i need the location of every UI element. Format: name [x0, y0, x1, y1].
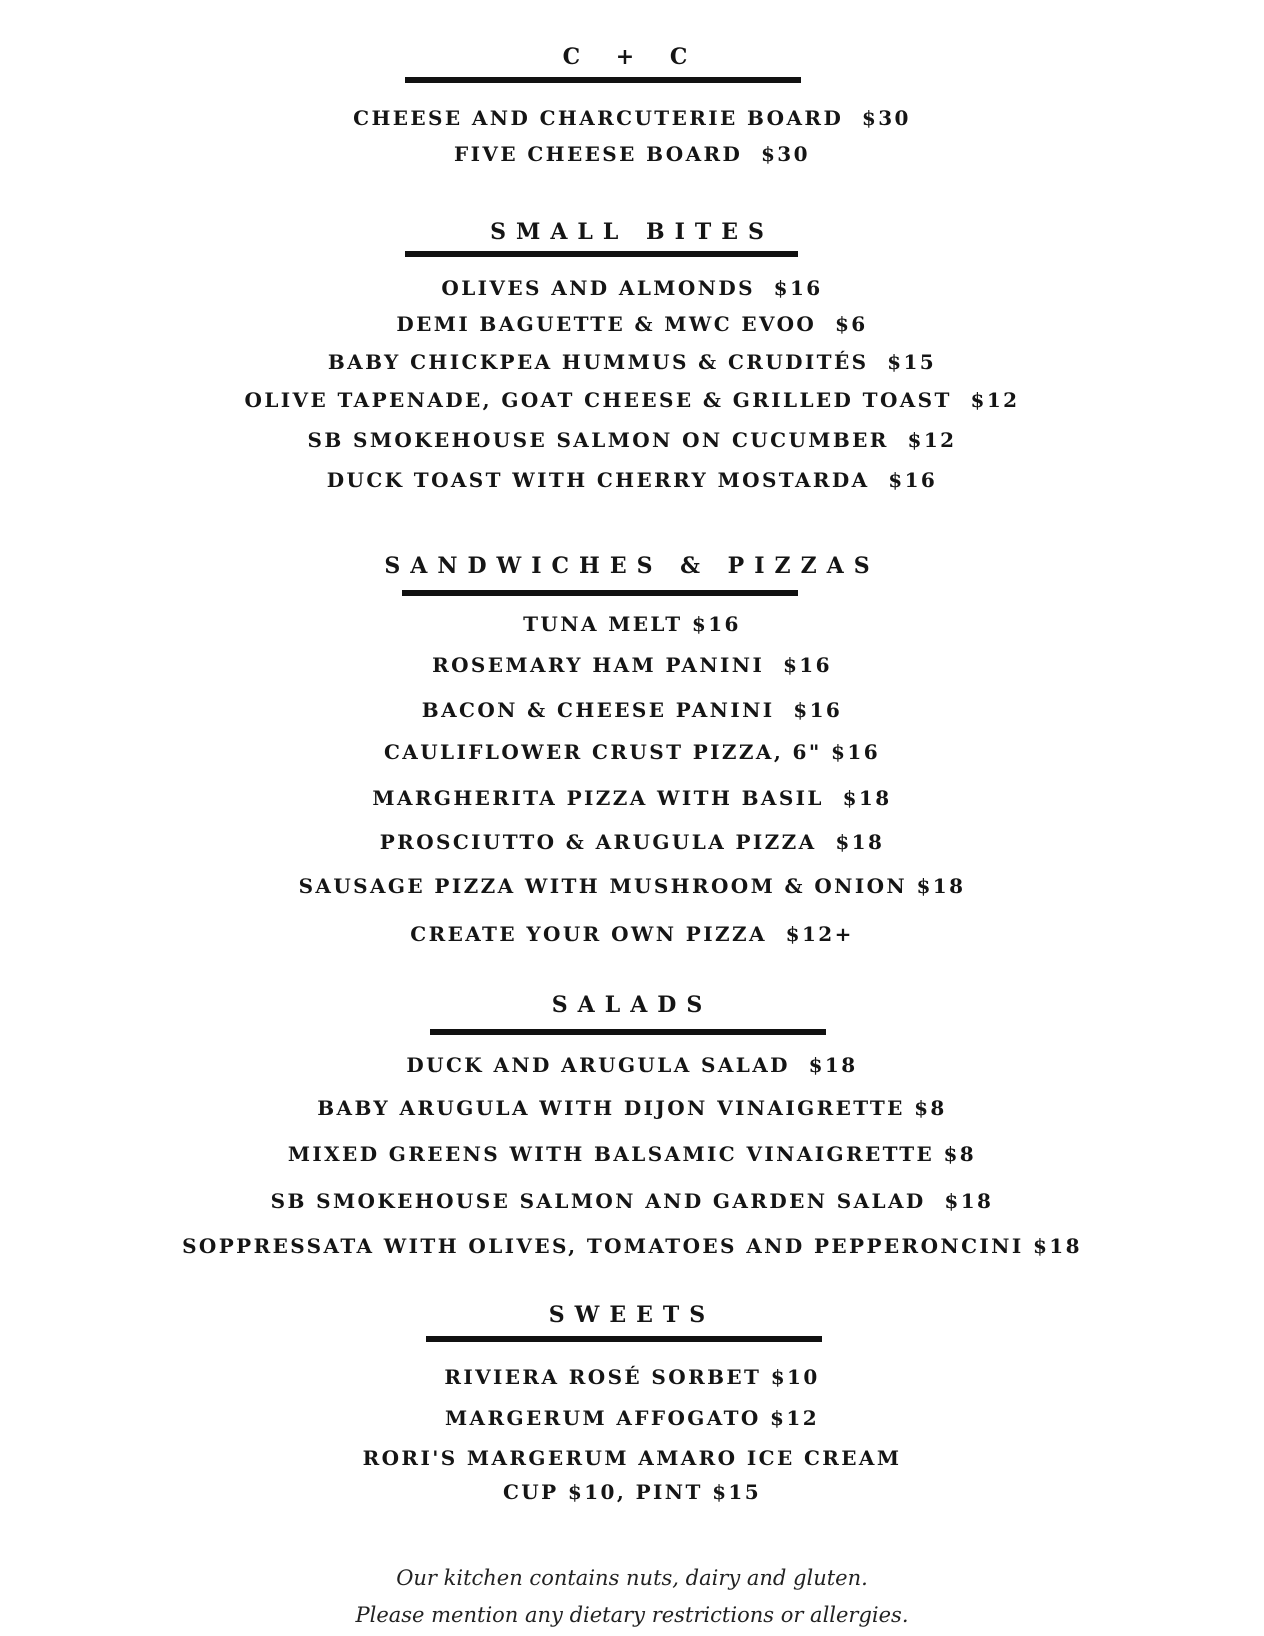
menu-item: DEMI BAGUETTE & MWC EVOO $6	[396, 312, 868, 336]
menu-item: SB SMOKEHOUSE SALMON ON CUCUMBER $12	[307, 428, 957, 452]
menu-item: SB SMOKEHOUSE SALMON AND GARDEN SALAD $18	[270, 1189, 994, 1213]
section-title-c-plus-c: C + C	[562, 44, 702, 70]
menu-item: FIVE CHEESE BOARD $30	[454, 142, 810, 166]
menu-item: OLIVE TAPENADE, GOAT CHEESE & GRILLED TOAST $12	[244, 388, 1020, 412]
menu-item: PROSCIUTTO & ARUGULA PIZZA $18	[379, 830, 885, 854]
section-rule	[426, 1336, 822, 1342]
menu-item: OLIVES AND ALMONDS $16	[441, 276, 823, 300]
menu-item: DUCK TOAST WITH CHERRY MOSTARDA $16	[326, 468, 938, 492]
menu-item: RIVIERA ROSÉ SORBET $10	[444, 1365, 820, 1389]
menu-item: TUNA MELT $16	[523, 612, 741, 636]
menu-item: ROSEMARY HAM PANINI $16	[432, 653, 832, 677]
menu-item: SOPPRESSATA WITH OLIVES, TOMATOES AND PEPPERONCINI $18	[182, 1234, 1082, 1258]
menu-item: BABY ARUGULA WITH DIJON VINAIGRETTE $8	[317, 1096, 947, 1120]
menu-item: CUP $10, PINT $15	[502, 1480, 762, 1504]
menu-item: RORI'S MARGERUM AMARO ICE CREAM	[362, 1446, 902, 1470]
section-title-small-bites: SMALL BITES	[490, 219, 774, 245]
menu-item: CREATE YOUR OWN PIZZA $12+	[410, 922, 854, 946]
section-title-salads: SALADS	[551, 992, 713, 1018]
menu-item: CHEESE AND CHARCUTERIE BOARD $30	[353, 106, 911, 130]
menu-item: MIXED GREENS WITH BALSAMIC VINAIGRETTE $8	[287, 1142, 977, 1166]
section-rule	[402, 590, 798, 596]
allergy-note: Our kitchen contains nuts, dairy and gluten.	[396, 1566, 868, 1590]
menu-item: MARGERUM AFFOGATO $12	[444, 1406, 820, 1430]
section-rule	[405, 77, 801, 83]
section-title-sandwiches-pizzas: SANDWICHES & PIZZAS	[384, 553, 880, 579]
menu-item: BACON & CHEESE PANINI $16	[421, 698, 843, 722]
menu-item: SAUSAGE PIZZA WITH MUSHROOM & ONION $18	[298, 874, 966, 898]
menu-item: MARGHERITA PIZZA WITH BASIL $18	[372, 786, 892, 810]
menu-item: DUCK AND ARUGULA SALAD $18	[406, 1053, 858, 1077]
menu-item: BABY CHICKPEA HUMMUS & CRUDITÉS $15	[327, 350, 937, 374]
section-rule	[430, 1029, 826, 1035]
section-title-sweets: SWEETS	[548, 1302, 716, 1328]
menu-item: CAULIFLOWER CRUST PIZZA, 6" $16	[383, 740, 881, 764]
section-rule	[405, 251, 798, 257]
dietary-note: Please mention any dietary restrictions or allergies.	[355, 1603, 909, 1627]
